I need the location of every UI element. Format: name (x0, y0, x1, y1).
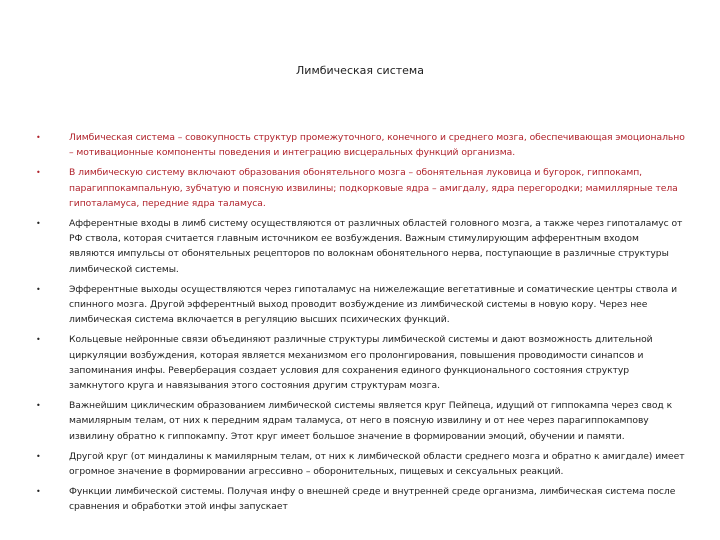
bullet-text: Эфферентные выходы осуществляются через гипоталамус на нижележащие вегетативные и соматические центры ствола и спинного мозга. Другой эфферентный выход проводит возбуждение из лимбической системы в новую кору. Через нее лимбическая система включается в регуляцию высших психических функций. (69, 283, 678, 326)
bullet-text: Функции лимбической системы. Получая инфу о внешней среде и внутренней среде организма, лимбическая система после сравнения и обработки этой инфы запускает (69, 486, 676, 513)
bullet-item (36, 449, 686, 479)
bullet-item (36, 282, 686, 328)
slide-title: Лимбическая система (296, 64, 424, 77)
bullet-text: Важнейшим циклическим образованием лимбической системы является круг Пейпеца, идущий от гиппокампа через свод к мамилярным телам, от них к передним ядрам таламуса, от него в поясную извилину и от нее через парагиппокампову извилину обратно к гиппокампу. Этот круг имеет большое значение в формировании эмоций, обучении и памяти. (69, 400, 673, 442)
bullet-text: Лимбическая система – совокупность структур промежуточного, конечного и среднего мозга, обеспечивающая эмоционально – мотивационные компоненты поведения и интеграцию висцеральных функций организма. (69, 132, 685, 159)
bullet-item (36, 398, 686, 444)
bullet-text: В лимбическую систему включают образования обонятельного мозга – обонятельная луковица и бугорок, гиппокамп, парагиппокампальную, зубчатую и поясную извилины; подкорковые ядра – амигдалу, ядра перегородки; мамиллярные тела гипоталамуса, передние ядра таламуса. (69, 167, 678, 209)
bullet-text: Другой круг (от миндалины к мамилярным телам, от них к лимбической области среднего мозга и обратно к амигдале) имеет огромное значение в формировании агрессивно – оборонительных, пищевых и сексуальных реакций. (69, 450, 685, 478)
bullet-marker: • (36, 451, 41, 461)
bullet-item (36, 216, 686, 277)
bullet-item (36, 165, 686, 211)
bullet-marker: • (36, 335, 41, 345)
bullet-marker: • (36, 487, 41, 497)
bullet-item (36, 484, 686, 514)
bullet-marker: • (36, 219, 41, 229)
bullet-item (36, 130, 686, 160)
bullet-marker: • (36, 284, 41, 294)
bullet-text: Афферентные входы в лимб систему осуществляются от различных областей головного мозга, а также через гипоталамус от РФ ствола, которая считается главным источником ее возбуждения. Важным стимулирующим афферентным входом являются импульсы от обонятельных рецепторов по волокнам обонятельного нерва, поступающие в различные структуры лимбической системы. (69, 218, 683, 275)
bullet-marker: • (36, 168, 41, 178)
bullet-item (36, 332, 686, 393)
bullet-list (36, 130, 686, 520)
bullet-text: Кольцевые нейронные связи объединяют различные структуры лимбической системы и дают возможность длительной циркуляции возбуждения, которая является механизмом его пролонгирования, повышения проводимости синапсов и запоминания инфы. Реверберация создает условия для сохранения единого функционального состояния структур замкнутого круга и навязывания этого состояния другим структурам мозга. (69, 334, 653, 392)
bullet-marker: • (36, 401, 41, 411)
bullet-marker: • (36, 133, 41, 142)
